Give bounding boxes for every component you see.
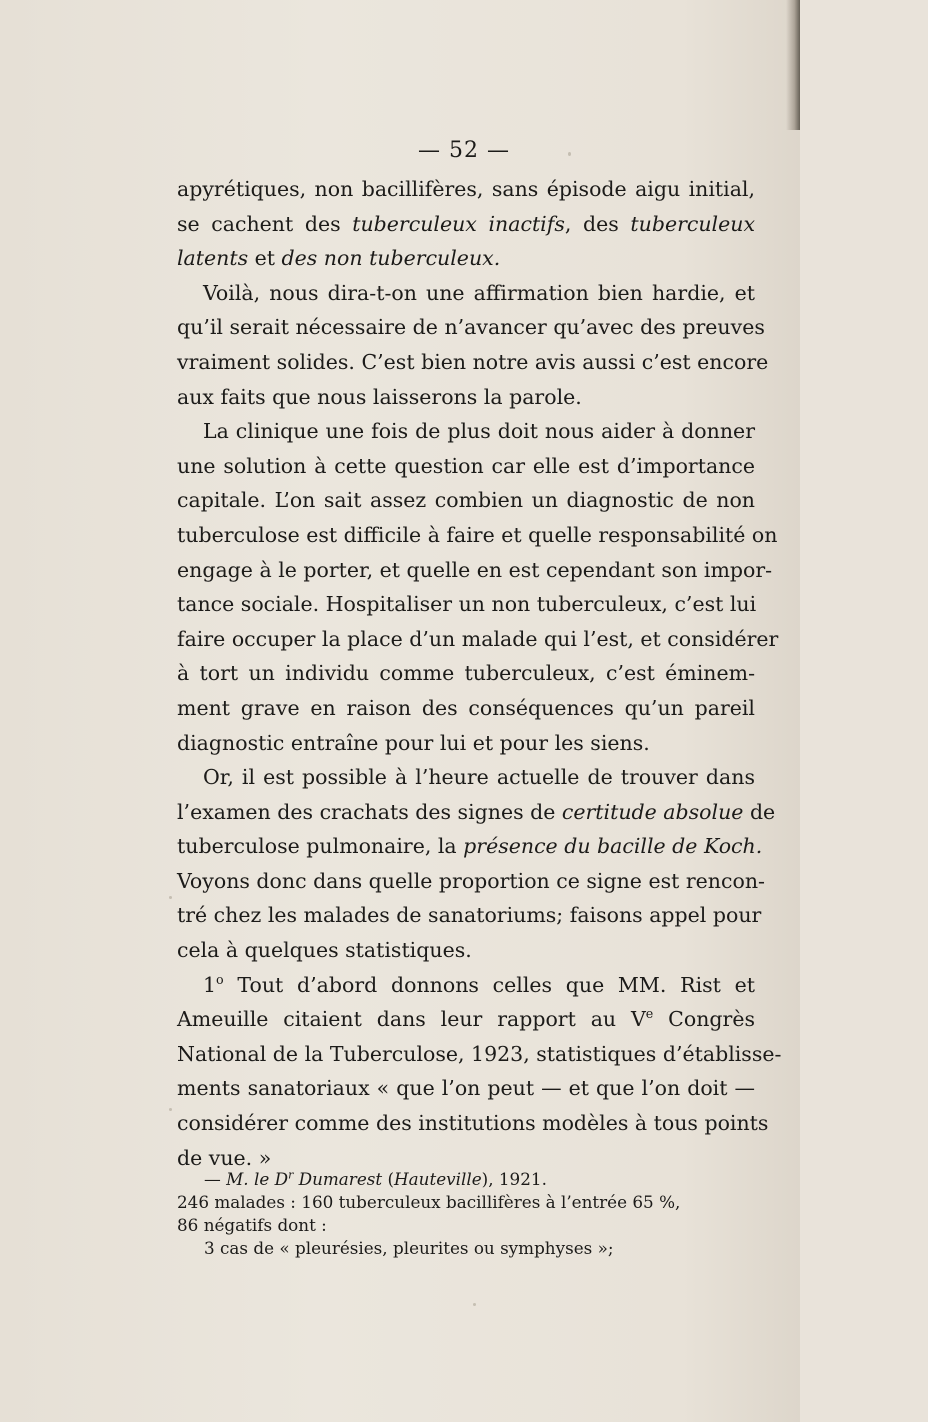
text-run: Tout d’abord donnons celles que MM. Rist et [223,972,755,997]
text-run: Or, il est possible à l’heure actuelle de trouver dans [203,765,755,790]
page-number: — 52 — [418,138,510,163]
superscript: e [645,1006,654,1022]
text-run: apyrétiques, non bacillifères, sans épisode aigu initial, [177,177,755,201]
text-run: diagnostic entraîne pour lui et pour les siens. [177,730,650,755]
text-run: se cachent des [177,211,353,236]
note-line [177,1191,755,1214]
text-run: engage à le porter, et quelle en est cependant son impor- [177,557,773,582]
text-run: vraiment solides. C’est bien notre avis aussi c’est encore [177,349,769,374]
text-line [177,310,765,345]
text-line [177,587,755,622]
text-line [177,207,755,242]
binding-shadow [786,0,800,130]
superscript: o [216,971,224,987]
note-line [177,1237,755,1260]
text-run: faire occuper la place d’un malade qui l’est, et considérer [177,626,779,651]
text-line [177,1002,755,1037]
text-run: Voyons donc dans quelle proportion ce signe est rencon- [177,868,765,893]
text-run: à tort un individu comme tuberculeux, c’est éminem- [177,661,755,686]
statistics-notes [177,1168,755,1260]
scan-speck [169,896,172,899]
scan-speck [169,1108,172,1111]
scan-speck [473,1303,476,1306]
text-run: , des [564,211,631,236]
text-line [177,553,773,588]
text-run: 86 négatifs dont : [177,1215,327,1235]
text-line [177,864,765,899]
text-run: ment grave en raison des conséquences qu’un pareil [177,695,755,720]
text-line [177,968,755,1003]
text-run: une solution à cette question car elle est d’importance [177,453,755,478]
superscript: r [288,1168,294,1182]
text-run: ), 1921. [481,1169,547,1189]
text-run: cela à quelques statistiques. [177,938,472,963]
text-line [177,380,755,415]
text-run: capitale. L’on sait assez combien un diagnostic de non [177,488,755,513]
text-run: 1 [203,972,217,997]
italic-run: certitude absolue [561,799,744,824]
text-line [177,691,755,726]
text-line [177,518,778,553]
text-line [177,829,763,864]
text-line [177,656,755,691]
text-line [177,622,779,657]
text-run: Voilà, nous dira-t-on une affirmation bien hardie, et [203,280,755,305]
italic-run: Hauteville [394,1169,482,1189]
text-run: National de la Tuberculose, 1923, statistiques d’établisse- [177,1041,782,1066]
text-line [177,1106,769,1141]
text-line [177,172,755,207]
text-line [177,1037,782,1072]
text-run: considérer comme des institutions modèles à tous points [177,1111,769,1136]
text-line [177,414,755,449]
text-run: La clinique une fois de plus doit nous aider à donner [203,419,755,444]
italic-run: des non tuberculeux. [281,246,501,271]
text-run: Congrès [653,1007,755,1032]
text-run: et [248,246,282,271]
text-run: Ameuille citaient dans leur rapport au V [177,1007,646,1032]
text-run: tré chez les malades de sanatoriums; faisons appel pour [177,903,762,928]
text-run: qu’il serait nécessaire de n’avancer qu’avec des preuves [177,315,765,340]
text-run: tuberculose pulmonaire, la [177,834,464,859]
text-run: — [204,1169,227,1189]
text-run: l’examen des crachats des signes de [177,799,562,824]
text-line [177,898,762,933]
body-text [177,172,782,1175]
italic-run: tuberculeux inactifs [352,211,565,236]
scan-speck [568,152,571,156]
text-run: de [743,799,776,824]
text-run: 246 malades : 160 tuberculeux bacillifères à l’entrée 65 %, [177,1192,681,1212]
italic-run: tuberculeux [630,211,756,236]
note-line [177,1214,755,1237]
text-line [177,1071,755,1106]
text-line [177,241,755,276]
text-line [177,760,755,795]
text-line [177,795,776,830]
text-line [177,483,755,518]
text-line [177,449,755,484]
text-run: tance sociale. Hospitaliser un non tuberculeux, c’est lui [177,592,757,617]
text-run: aux faits que nous laisserons la parole. [177,384,582,409]
italic-run: latents [177,246,249,271]
italic-run: M. le D [226,1169,289,1189]
italic-run: Dumarest [293,1169,383,1189]
text-run: ments sanatoriaux « que l’on peut — et que l’on doit — [177,1076,755,1101]
text-run: tuberculose est difficile à faire et quelle responsabilité on [177,522,778,547]
text-line [177,726,755,761]
text-line [177,933,755,968]
text-run: de vue. » [177,1145,272,1170]
italic-run: présence du bacille de Koch. [463,834,763,859]
note-line [177,1168,755,1191]
text-line [177,345,769,380]
text-run: 3 cas de « pleurésies, pleurites ou symphyses »; [204,1238,614,1258]
text-run: ( [382,1169,395,1189]
text-line [177,276,755,311]
